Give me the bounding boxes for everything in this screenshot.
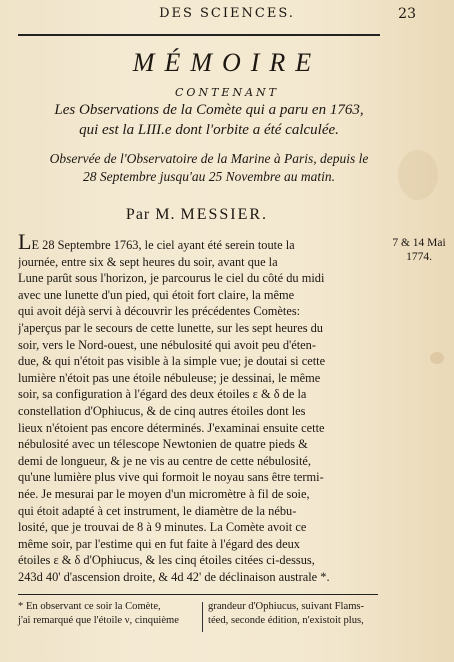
footnote-line: j'ai remarqué que l'étoile ν, cinquième bbox=[18, 615, 179, 626]
body-line: constellation d'Ophiucus, & de cinq autres étoiles dont les bbox=[18, 403, 306, 418]
body-line: qui étoit adapté à cet instrument, le diamètre de la nébu- bbox=[18, 503, 297, 518]
margin-note bbox=[386, 236, 452, 264]
body-line: j'aperçus par le secours de cette lunette, sur les sept heures du bbox=[18, 320, 323, 335]
body-line: journée, entre six & sept heures du soir, avant que la bbox=[18, 254, 278, 269]
paper-stain bbox=[398, 150, 438, 200]
author-name: MESSIER. bbox=[180, 206, 269, 223]
subtitle bbox=[24, 100, 394, 140]
author-line bbox=[0, 206, 394, 224]
body-line: losité, que je trouvai de 8 à 9 minutes. La Comète avoit ce bbox=[18, 520, 307, 535]
body-line: étoiles ε & δ d'Ophiucus, & les cinq étoiles citées ci-dessus, bbox=[18, 553, 315, 568]
footnote-right-column bbox=[208, 600, 392, 628]
body-line: qu'une lumière plus vive qui formoit le noyau sans être termi- bbox=[18, 470, 324, 485]
body-line: lieux n'étoient pas encore déterminés. J'examinai ensuite cette bbox=[18, 420, 325, 435]
body-line: nébulosité avec un télescope Newtonien de quatre pieds & bbox=[18, 437, 308, 452]
subtitle-line: Les Observations de la Comète qui a paru en 1763, bbox=[54, 102, 364, 118]
body-line: soir, sa configuration à l'égard des deux étoiles ε & δ de la bbox=[18, 387, 307, 402]
header-rule bbox=[18, 34, 380, 36]
body-line: soir, vers le Nord-ouest, une nébulosité qui avoit peu d'éten- bbox=[18, 337, 317, 352]
footnote-column-divider bbox=[202, 602, 203, 632]
observation-location bbox=[24, 150, 394, 186]
body-line: demi de longueur, & je ne vis au centre de cette nébulosité, bbox=[18, 453, 311, 468]
footnote-left-column bbox=[18, 600, 198, 628]
memoire-title: MÉMOIRE bbox=[132, 48, 322, 77]
margin-note-line: 1774. bbox=[406, 251, 432, 263]
running-head-title: DES SCIENCES. bbox=[159, 6, 295, 21]
body-line: née. Je mesurai par le moyen d'un micromètre à fil de soie, bbox=[18, 486, 310, 501]
author-prefix: Par M. bbox=[125, 206, 176, 223]
footnote-line: grandeur d'Ophiucus, suivant Flams- bbox=[208, 601, 365, 612]
footnote-line: * En observant ce soir la Comète, bbox=[18, 601, 161, 612]
footnote-line: téed, seconde édition, n'existoit plus, bbox=[208, 615, 364, 626]
drop-cap: L bbox=[18, 234, 32, 254]
observation-line: 28 Septembre jusqu'au 25 Novembre au matin. bbox=[83, 169, 335, 184]
body-line: Lune parût sous l'horizon, je parcourus le ciel du côté du midi bbox=[18, 271, 325, 286]
contenant-label: CONTENANT bbox=[175, 86, 279, 99]
page-number: 23 bbox=[398, 6, 416, 22]
body-line: même soir, par l'estime qui en fut faite à l'égard des deux bbox=[18, 536, 300, 551]
body-line: LE 28 Septembre 1763, le ciel ayant été serein toute la bbox=[18, 234, 382, 254]
body-line: avec une lunette d'un pied, qui étoit fort claire, la même bbox=[18, 287, 295, 302]
paper-stain bbox=[430, 352, 444, 364]
body-line: 243d 40' d'ascension droite, & 4d 42' de déclinaison australe *. bbox=[18, 569, 330, 584]
body-line: qui avoit déjà servi à découvrir les précédentes Comètes: bbox=[18, 304, 301, 319]
running-head bbox=[0, 6, 454, 28]
subtitle-line: qui est la LIII.e dont l'orbite a été calculée. bbox=[79, 122, 339, 138]
body-line: lumière n'étoit pas une étoile nébuleuse; je dessinai, le même bbox=[18, 370, 321, 385]
observation-line: Observée de l'Observatoire de la Marine à Paris, depuis le bbox=[49, 151, 369, 166]
body-line: due, & qui n'étoit pas visible à la simple vue; je doutai si cette bbox=[18, 354, 326, 369]
margin-note-line: 7 & 14 Mai bbox=[392, 237, 446, 249]
footnote-rule bbox=[18, 594, 378, 595]
body-text bbox=[18, 234, 382, 585]
